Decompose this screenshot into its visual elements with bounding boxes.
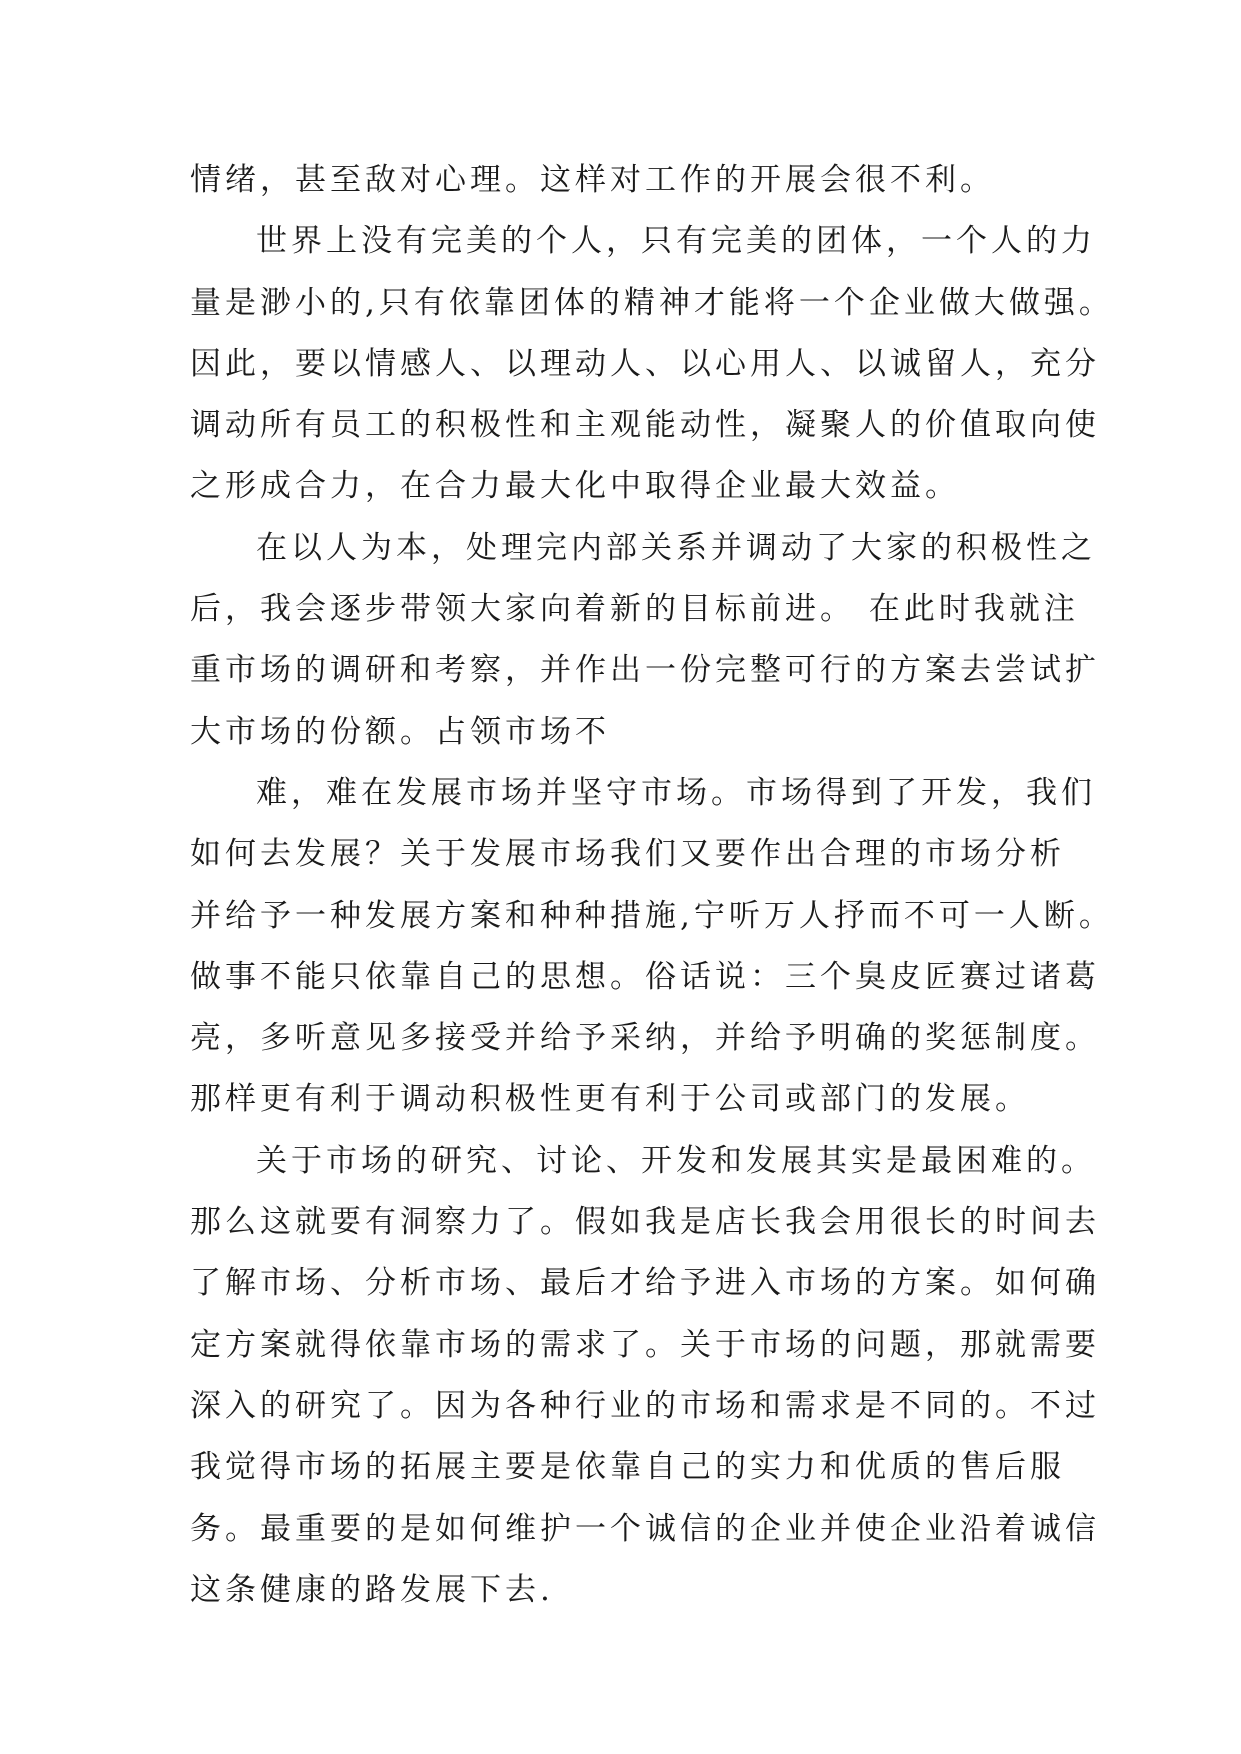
text-line: 务。最重要的是如何维护一个诚信的企业并使企业沿着诚信 xyxy=(190,1510,1100,1547)
paragraph-start-line: 世界上没有完美的个人，只有完美的团体，一个人的力 xyxy=(256,223,1096,260)
text-line: 并给予一种发展方案和种种措施,宁听万人抒而不可一人断。 xyxy=(190,897,1114,934)
text-line: 定方案就得依靠市场的需求了。关于市场的问题，那就需要 xyxy=(190,1326,1100,1363)
text-line: 之形成合力，在合力最大化中取得企业最大效益。 xyxy=(190,468,960,505)
text-line: 亮，多听意见多接受并给予采纳，并给予明确的奖惩制度。 xyxy=(190,1020,1100,1057)
text-line: 调动所有员工的积极性和主观能动性，凝聚人的价值取向使 xyxy=(190,407,1100,444)
text-line: 量是渺小的,只有依靠团体的精神才能将一个企业做大做强。 xyxy=(190,284,1114,321)
paragraph-start-line: 关于市场的研究、讨论、开发和发展其实是最困难的。 xyxy=(256,1142,1096,1179)
text-line: 这条健康的路发展下去. xyxy=(190,1571,554,1608)
body-text xyxy=(190,150,1114,1621)
text-line: 大市场的份额。占领市场不 xyxy=(190,713,610,750)
text-line: 那样更有利于调动积极性更有利于公司或部门的发展。 xyxy=(190,1081,1030,1118)
text-line: 因此，要以情感人、以理动人、以心用人、以诚留人，充分 xyxy=(190,345,1100,382)
text-line: 做事不能只依靠自己的思想。俗话说：三个臭皮匠赛过诸葛 xyxy=(190,958,1100,995)
text-line: 后，我会逐步带领大家向着新的目标前进。 在此时我就注 xyxy=(190,591,1079,628)
text-line: 深入的研究了。因为各种行业的市场和需求是不同的。不过 xyxy=(190,1387,1100,1424)
text-line: 那么这就要有洞察力了。假如我是店长我会用很长的时间去 xyxy=(190,1204,1100,1241)
text-line: 了解市场、分析市场、最后才给予进入市场的方案。如何确 xyxy=(190,1265,1100,1302)
text-line: 如何去发展？关于发展市场我们又要作出合理的市场分析 xyxy=(190,836,1065,873)
paragraph-start-line: 难，难在发展市场并坚守市场。市场得到了开发，我们 xyxy=(256,774,1096,811)
text-line: 情绪，甚至敌对心理。这样对工作的开展会很不利。 xyxy=(190,162,995,198)
paragraph-start-line: 在以人为本，处理完内部关系并调动了大家的积极性之 xyxy=(256,529,1096,566)
text-line: 重市场的调研和考察，并作出一份完整可行的方案去尝试扩 xyxy=(190,652,1100,689)
text-line: 我觉得市场的拓展主要是依靠自己的实力和优质的售后服 xyxy=(190,1449,1065,1486)
